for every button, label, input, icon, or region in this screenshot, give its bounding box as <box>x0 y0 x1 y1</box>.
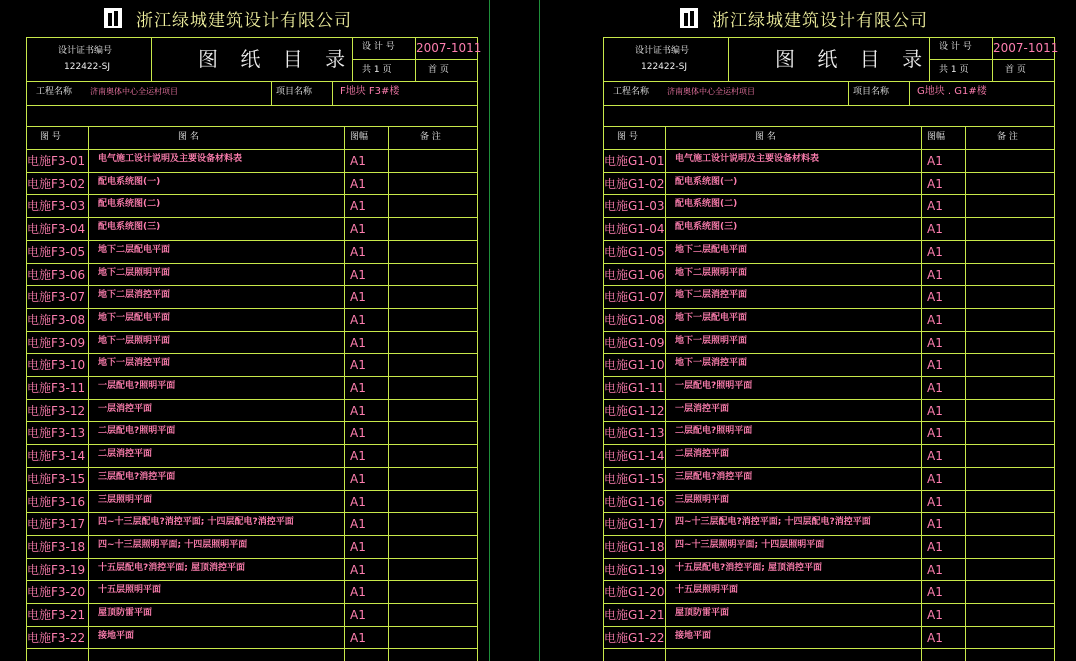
drawing-size: A1 <box>927 517 943 531</box>
column-header-name: 图 名 <box>755 132 776 142</box>
drawing-size: A1 <box>927 290 943 304</box>
grid-line <box>26 353 478 354</box>
drawing-size: A1 <box>350 426 366 440</box>
drawing-number: 电施F3-08 <box>27 313 86 327</box>
drawing-size: A1 <box>927 336 943 350</box>
grid-line <box>728 37 729 81</box>
grid-line <box>26 172 478 173</box>
grid-line <box>603 285 1055 286</box>
drawing-name: 配电系统图(二) <box>675 199 738 209</box>
drawing-number: 电施F3-14 <box>27 449 86 463</box>
grid-line <box>26 217 478 218</box>
drawing-number: 电施F3-01 <box>27 154 86 168</box>
drawing-size: A1 <box>927 358 943 372</box>
drawing-name: 一层配电?照明平面 <box>675 381 753 391</box>
grid-line <box>26 444 478 445</box>
drawing-name: 配电系统图(一) <box>98 177 161 187</box>
grid-line <box>26 648 478 649</box>
grid-line <box>909 81 910 105</box>
drawing-name: 接地平面 <box>675 631 712 641</box>
grid-line <box>603 467 1055 468</box>
drawing-name: 一层消控平面 <box>675 404 730 414</box>
grid-line <box>26 240 478 241</box>
drawing-number: 电施F3-11 <box>27 381 86 395</box>
drawing-name: 电气施工设计说明及主要设备材料表 <box>98 154 243 164</box>
grid-line <box>477 37 478 661</box>
grid-line <box>603 81 1055 82</box>
drawing-size: A1 <box>350 404 366 418</box>
drawing-name: 地下一层消控平面 <box>675 358 748 368</box>
grid-line <box>603 172 1055 173</box>
drawing-number: 电施G1-08 <box>604 313 665 327</box>
grid-line <box>603 126 1055 127</box>
grid-line <box>26 126 478 127</box>
drawing-number: 电施G1-09 <box>604 336 665 350</box>
drawing-number: 电施G1-11 <box>604 381 665 395</box>
grid-line <box>271 81 272 105</box>
grid-line <box>603 263 1055 264</box>
drawing-number: 电施F3-21 <box>27 608 86 622</box>
grid-line <box>603 648 1055 649</box>
drawing-name: 十五层照明平面 <box>675 585 739 595</box>
drawing-number: 电施F3-18 <box>27 540 86 554</box>
grid-line <box>26 421 478 422</box>
drawing-size: A1 <box>350 336 366 350</box>
drawing-size: A1 <box>927 313 943 327</box>
grid-line <box>26 285 478 286</box>
grid-line <box>26 263 478 264</box>
drawing-number: 电施G1-19 <box>604 563 665 577</box>
drawing-name: 十五层照明平面 <box>98 585 162 595</box>
total-pages: 共 1 页 <box>362 65 392 75</box>
grid-line <box>26 558 478 559</box>
cert-number-label: 设计证书编号 <box>635 46 690 56</box>
column-header-size: 图幅 <box>350 132 369 142</box>
drawing-size: A1 <box>350 608 366 622</box>
drawing-size: A1 <box>350 563 366 577</box>
drawing-name: 三层照明平面 <box>675 495 730 505</box>
drawing-name: 四~十三层配电?消控平面; 十四层配电?消控平面 <box>98 517 294 527</box>
drawing-number: 电施G1-04 <box>604 222 665 236</box>
drawing-name: 地下二层配电平面 <box>675 245 748 255</box>
drawing-name: 四~十三层照明平面; 十四层照明平面 <box>675 540 825 550</box>
drawing-size: A1 <box>927 449 943 463</box>
drawing-number: 电施G1-18 <box>604 540 665 554</box>
drawing-size: A1 <box>927 222 943 236</box>
drawing-name: 二层消控平面 <box>675 449 730 459</box>
column-header-note: 备 注 <box>420 132 441 142</box>
column-header-number: 图 号 <box>40 132 61 142</box>
drawing-number: 电施G1-06 <box>604 268 665 282</box>
drawing-size: A1 <box>350 540 366 554</box>
item-name: G地块 . G1#楼 <box>917 86 987 97</box>
drawing-number: 电施F3-17 <box>27 517 86 531</box>
drawing-number: 电施F3-04 <box>27 222 86 236</box>
grid-line <box>603 444 1055 445</box>
drawing-name: 十五层配电?消控平面; 屋顶消控平面 <box>675 563 822 573</box>
grid-line <box>26 399 478 400</box>
drawing-name: 配电系统图(三) <box>98 222 161 232</box>
drawing-size: A1 <box>350 290 366 304</box>
drawing-number: 电施G1-12 <box>604 404 665 418</box>
company-header <box>680 6 928 30</box>
drawing-name: 屋顶防雷平面 <box>98 608 153 618</box>
grid-line <box>603 353 1055 354</box>
drawing-size: A1 <box>927 563 943 577</box>
drawing-name: 接地平面 <box>98 631 135 641</box>
drawing-number: 电施F3-06 <box>27 268 86 282</box>
drawing-size: A1 <box>350 177 366 191</box>
drawing-number: 电施F3-16 <box>27 495 86 509</box>
grid-line <box>26 105 478 106</box>
design-number: 2007-1011 <box>416 41 482 55</box>
grid-line <box>848 81 849 105</box>
drawing-number: 电施G1-21 <box>604 608 665 622</box>
catalog-title: 图 纸 目 录 <box>198 47 354 71</box>
drawing-size: A1 <box>350 631 366 645</box>
drawing-number: 电施F3-09 <box>27 336 86 350</box>
drawing-size: A1 <box>927 154 943 168</box>
item-name-label: 项目名称 <box>853 87 890 97</box>
drawing-name: 二层配电?照明平面 <box>98 426 176 436</box>
drawing-size: A1 <box>927 268 943 282</box>
drawing-number: 电施G1-01 <box>604 154 665 168</box>
catalog-title: 图 纸 目 录 <box>775 47 931 71</box>
grid-line <box>603 331 1055 332</box>
grid-line <box>26 194 478 195</box>
drawing-size: A1 <box>927 177 943 191</box>
grid-line <box>603 535 1055 536</box>
drawing-size: A1 <box>927 381 943 395</box>
item-name-label: 项目名称 <box>276 87 313 97</box>
drawing-number: 电施G1-17 <box>604 517 665 531</box>
drawing-number: 电施G1-20 <box>604 585 665 599</box>
column-header-name: 图 名 <box>178 132 199 142</box>
drawing-size: A1 <box>350 495 366 509</box>
drawing-size: A1 <box>927 245 943 259</box>
grid-line <box>603 580 1055 581</box>
drawing-number: 电施G1-05 <box>604 245 665 259</box>
drawing-name: 二层消控平面 <box>98 449 153 459</box>
drawing-number: 电施F3-07 <box>27 290 86 304</box>
grid-line <box>26 535 478 536</box>
drawing-name: 一层配电?照明平面 <box>98 381 176 391</box>
grid-line <box>603 558 1055 559</box>
design-number-label: 设 计 号 <box>362 42 395 52</box>
drawing-name: 地下二层照明平面 <box>98 268 171 278</box>
cert-number: 122422-SJ <box>641 62 687 72</box>
drawing-name: 地下一层消控平面 <box>98 358 171 368</box>
company-logo-icon <box>104 8 122 28</box>
drawing-name: 三层配电?消控平面 <box>675 472 753 482</box>
drawing-name: 地下二层消控平面 <box>98 290 171 300</box>
company-name: 浙江绿城建筑设计有限公司 <box>136 10 352 31</box>
drawing-name: 地下一层配电平面 <box>98 313 171 323</box>
grid-line <box>26 376 478 377</box>
drawing-name: 地下一层照明平面 <box>98 336 171 346</box>
cert-number-label: 设计证书编号 <box>58 46 113 56</box>
drawing-size: A1 <box>350 449 366 463</box>
drawing-number: 电施G1-16 <box>604 495 665 509</box>
grid-line <box>26 490 478 491</box>
project-name: 济南奥体中心全运村项目 <box>90 87 178 96</box>
drawing-size: A1 <box>927 608 943 622</box>
drawing-size: A1 <box>927 585 943 599</box>
drawing-number: 电施F3-19 <box>27 563 86 577</box>
design-number-label: 设 计 号 <box>939 42 972 52</box>
drawing-number: 电施F3-12 <box>27 404 86 418</box>
drawing-size: A1 <box>927 631 943 645</box>
drawing-size: A1 <box>350 268 366 282</box>
drawing-size: A1 <box>350 222 366 236</box>
grid-line <box>26 467 478 468</box>
drawing-number: 电施G1-15 <box>604 472 665 486</box>
drawing-number: 电施G1-03 <box>604 199 665 213</box>
drawing-name: 地下一层照明平面 <box>675 336 748 346</box>
grid-line <box>26 308 478 309</box>
drawing-number: 电施G1-22 <box>604 631 665 645</box>
cert-number: 122422-SJ <box>64 62 110 72</box>
grid-line <box>26 149 478 150</box>
drawing-name: 地下一层配电平面 <box>675 313 748 323</box>
first-page: 首 页 <box>1005 65 1026 75</box>
item-name: F地块 F3#楼 <box>340 86 400 97</box>
drawing-size: A1 <box>350 381 366 395</box>
drawing-number: 电施F3-05 <box>27 245 86 259</box>
company-name: 浙江绿城建筑设计有限公司 <box>712 10 928 31</box>
drawing-name: 四~十三层配电?消控平面; 十四层配电?消控平面 <box>675 517 871 527</box>
drawing-size: A1 <box>350 313 366 327</box>
drawing-size: A1 <box>350 245 366 259</box>
grid-line <box>26 626 478 627</box>
drawing-name: 配电系统图(三) <box>675 222 738 232</box>
drawing-name: 屋顶防雷平面 <box>675 608 730 618</box>
drawing-number: 电施F3-13 <box>27 426 86 440</box>
drawing-name: 十五层配电?消控平面; 屋顶消控平面 <box>98 563 245 573</box>
drawing-name: 二层配电?照明平面 <box>675 426 753 436</box>
drawing-size: A1 <box>350 358 366 372</box>
grid-line <box>603 194 1055 195</box>
drawing-size: A1 <box>350 199 366 213</box>
drawing-name: 地下二层配电平面 <box>98 245 171 255</box>
drawing-number: 电施G1-14 <box>604 449 665 463</box>
grid-line <box>603 626 1055 627</box>
grid-line <box>1054 37 1055 661</box>
grid-line <box>603 37 1055 38</box>
drawing-name: 配电系统图(二) <box>98 199 161 209</box>
grid-line <box>603 512 1055 513</box>
grid-line <box>603 217 1055 218</box>
column-header-number: 图 号 <box>617 132 638 142</box>
drawing-number: 电施F3-22 <box>27 631 86 645</box>
grid-line <box>26 603 478 604</box>
grid-line <box>603 376 1055 377</box>
drawing-size: A1 <box>350 517 366 531</box>
project-name-label: 工程名称 <box>36 87 73 97</box>
design-number: 2007-1011 <box>993 41 1059 55</box>
grid-line <box>26 580 478 581</box>
grid-line <box>603 490 1055 491</box>
drawing-number: 电施G1-10 <box>604 358 665 372</box>
drawing-number: 电施G1-13 <box>604 426 665 440</box>
drawing-size: A1 <box>927 472 943 486</box>
company-header <box>104 6 352 30</box>
drawing-number: 电施F3-15 <box>27 472 86 486</box>
first-page: 首 页 <box>428 65 449 75</box>
drawing-size: A1 <box>927 199 943 213</box>
project-name-label: 工程名称 <box>613 87 650 97</box>
drawing-name: 三层照明平面 <box>98 495 153 505</box>
drawing-size: A1 <box>350 585 366 599</box>
drawing-name: 一层消控平面 <box>98 404 153 414</box>
grid-line <box>603 105 1055 106</box>
drawing-name: 地下二层消控平面 <box>675 290 748 300</box>
grid-line <box>603 149 1055 150</box>
column-header-size: 图幅 <box>927 132 946 142</box>
project-name: 济南奥体中心全运村项目 <box>667 87 755 96</box>
grid-line <box>603 399 1055 400</box>
column-header-note: 备 注 <box>997 132 1018 142</box>
frame-line <box>489 0 490 661</box>
company-logo-icon <box>680 8 698 28</box>
drawing-name: 三层配电?消控平面 <box>98 472 176 482</box>
drawing-size: A1 <box>927 540 943 554</box>
grid-line <box>26 512 478 513</box>
total-pages: 共 1 页 <box>939 65 969 75</box>
grid-line <box>26 81 478 82</box>
drawing-name: 四~十三层照明平面; 十四层照明平面 <box>98 540 248 550</box>
drawing-sheet-right <box>540 0 1076 661</box>
drawing-size: A1 <box>927 426 943 440</box>
grid-line <box>603 240 1055 241</box>
drawing-size: A1 <box>927 495 943 509</box>
drawing-size: A1 <box>350 472 366 486</box>
drawing-number: 电施G1-07 <box>604 290 665 304</box>
drawing-number: 电施F3-20 <box>27 585 86 599</box>
grid-line <box>603 308 1055 309</box>
grid-line <box>332 81 333 105</box>
drawing-sheet-left <box>0 0 489 661</box>
drawing-number: 电施F3-03 <box>27 199 86 213</box>
grid-line <box>603 603 1055 604</box>
grid-line <box>151 37 152 81</box>
drawing-number: 电施F3-02 <box>27 177 86 191</box>
drawing-name: 电气施工设计说明及主要设备材料表 <box>675 154 820 164</box>
drawing-number: 电施G1-02 <box>604 177 665 191</box>
drawing-size: A1 <box>350 154 366 168</box>
grid-line <box>26 331 478 332</box>
drawing-number: 电施F3-10 <box>27 358 86 372</box>
grid-line <box>26 37 478 38</box>
grid-line <box>603 421 1055 422</box>
drawing-size: A1 <box>927 404 943 418</box>
drawing-name: 地下二层照明平面 <box>675 268 748 278</box>
drawing-name: 配电系统图(一) <box>675 177 738 187</box>
